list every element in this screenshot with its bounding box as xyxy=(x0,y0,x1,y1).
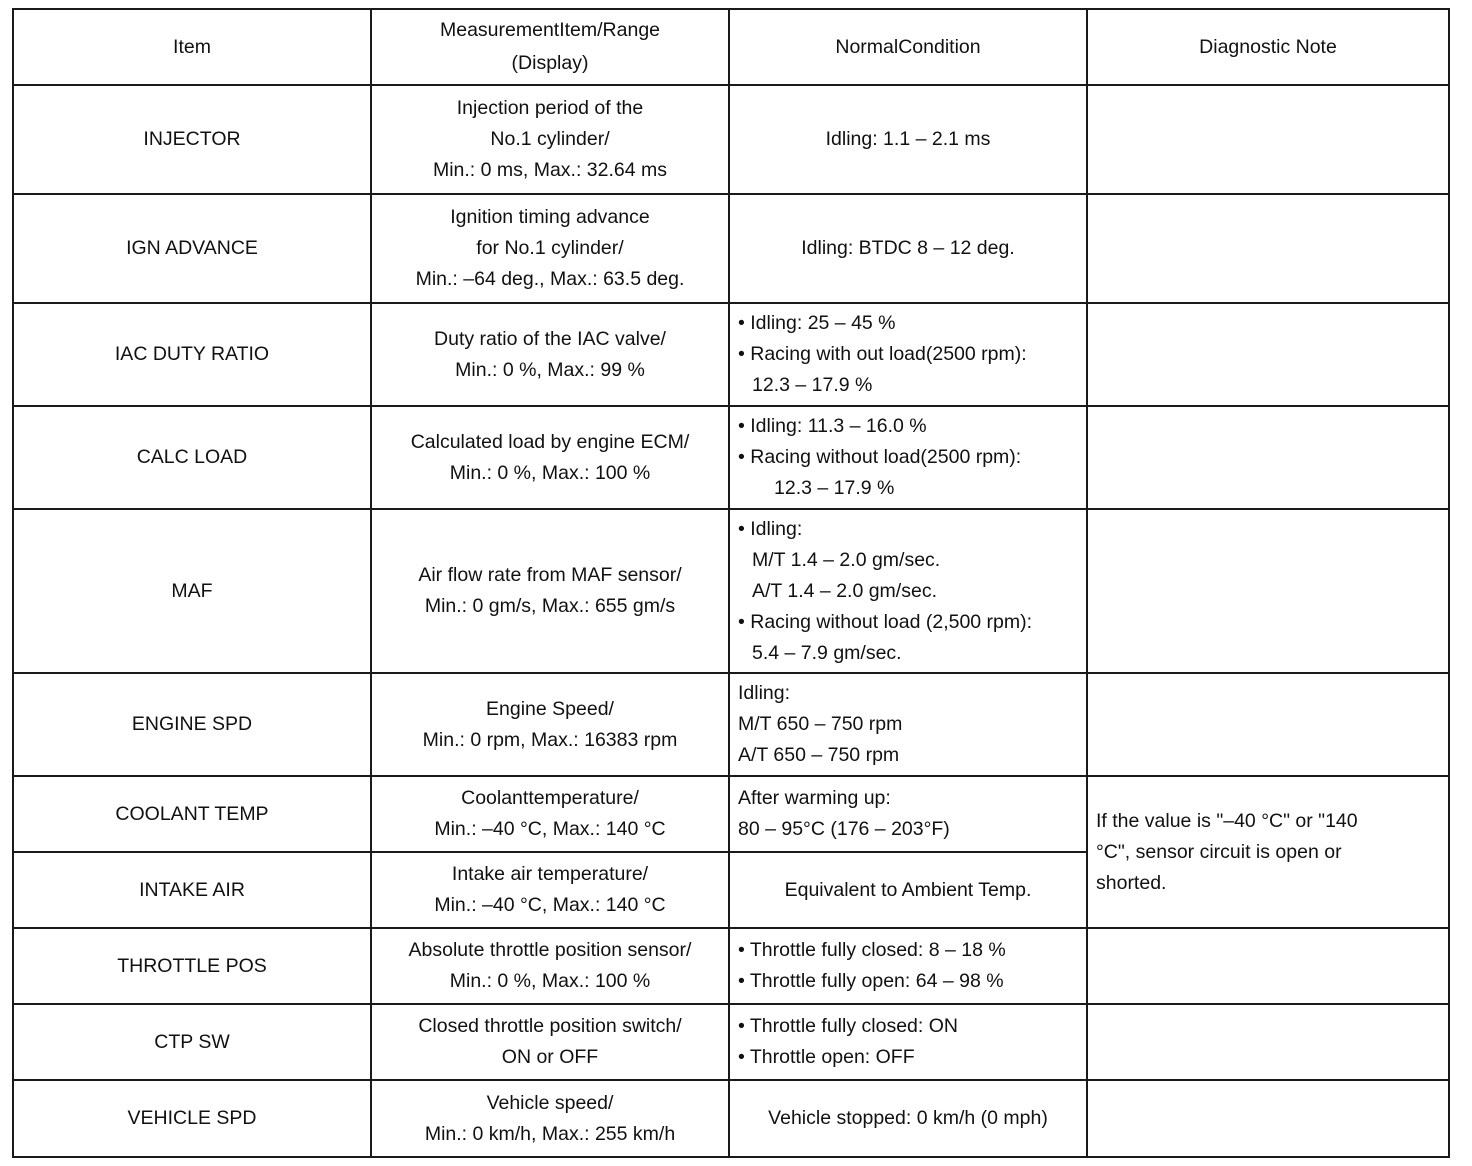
normal-cell: Idling: 1.1 – 2.1 ms xyxy=(729,85,1087,194)
item-cell: ENGINE SPD xyxy=(13,673,371,776)
note-cell xyxy=(1087,303,1449,406)
item-cell: IAC DUTY RATIO xyxy=(13,303,371,406)
measurement-cell: Closed throttle position switch/ ON or OFF xyxy=(371,1004,729,1080)
normal-cell: Idling: M/T 650 – 750 rpm A/T 650 – 750 rpm xyxy=(729,673,1087,776)
data-list-table xyxy=(12,8,1450,1158)
measurement-cell: Calculated load by engine ECM/ Min.: 0 %, Max.: 100 % xyxy=(371,406,729,509)
measurement-cell: Injection period of the No.1 cylinder/ Min.: 0 ms, Max.: 32.64 ms xyxy=(371,85,729,194)
note-cell xyxy=(1087,406,1449,509)
note-cell xyxy=(1087,673,1449,776)
table-row xyxy=(13,1080,1449,1157)
item-cell: VEHICLE SPD xyxy=(13,1080,371,1157)
measurement-cell: Air flow rate from MAF sensor/ Min.: 0 gm/s, Max.: 655 gm/s xyxy=(371,509,729,673)
note-cell xyxy=(1087,928,1449,1004)
note-cell xyxy=(1087,1080,1449,1157)
table-row xyxy=(13,1004,1449,1080)
item-cell: CTP SW xyxy=(13,1004,371,1080)
table-row xyxy=(13,406,1449,509)
header-measurement: MeasurementItem/Range (Display) xyxy=(371,9,729,85)
normal-cell: • Idling: M/T 1.4 – 2.0 gm/sec. A/T 1.4 – 2.0 gm/sec. • Racing without load (2,500 rpm): 5.4 – 7.9 gm/sec. xyxy=(729,509,1087,673)
normal-cell: • Throttle fully closed: 8 – 18 % • Throttle fully open: 64 – 98 % xyxy=(729,928,1087,1004)
item-cell: MAF xyxy=(13,509,371,673)
normal-cell: Idling: BTDC 8 – 12 deg. xyxy=(729,194,1087,303)
table-row xyxy=(13,673,1449,776)
item-cell: COOLANT TEMP xyxy=(13,776,371,852)
note-cell xyxy=(1087,1004,1449,1080)
header-row xyxy=(13,9,1449,85)
table-row xyxy=(13,85,1449,194)
normal-cell: Vehicle stopped: 0 km/h (0 mph) xyxy=(729,1080,1087,1157)
normal-cell: Equivalent to Ambient Temp. xyxy=(729,852,1087,928)
note-cell xyxy=(1087,85,1449,194)
measurement-cell: Absolute throttle position sensor/ Min.: 0 %, Max.: 100 % xyxy=(371,928,729,1004)
header-normal: NormalCondition xyxy=(729,9,1087,85)
normal-cell: After warming up: 80 – 95°C (176 – 203°F) xyxy=(729,776,1087,852)
item-cell: INJECTOR xyxy=(13,85,371,194)
table-row xyxy=(13,303,1449,406)
table-row xyxy=(13,928,1449,1004)
header-item: Item xyxy=(13,9,371,85)
note-cell-temperature: If the value is "–40 °C" or "140 °C", sensor circuit is open or shorted. xyxy=(1087,776,1449,928)
measurement-cell: Engine Speed/ Min.: 0 rpm, Max.: 16383 rpm xyxy=(371,673,729,776)
item-cell: CALC LOAD xyxy=(13,406,371,509)
measurement-cell: Vehicle speed/ Min.: 0 km/h, Max.: 255 km/h xyxy=(371,1080,729,1157)
normal-cell: • Idling: 25 – 45 % • Racing with out load(2500 rpm): 12.3 – 17.9 % xyxy=(729,303,1087,406)
note-cell xyxy=(1087,509,1449,673)
normal-cell: • Throttle fully closed: ON • Throttle open: OFF xyxy=(729,1004,1087,1080)
header-note: Diagnostic Note xyxy=(1087,9,1449,85)
measurement-cell: Intake air temperature/ Min.: –40 °C, Max.: 140 °C xyxy=(371,852,729,928)
normal-cell: • Idling: 11.3 – 16.0 % • Racing without load(2500 rpm): 12.3 – 17.9 % xyxy=(729,406,1087,509)
item-cell: IGN ADVANCE xyxy=(13,194,371,303)
measurement-cell: Duty ratio of the IAC valve/ Min.: 0 %, Max.: 99 % xyxy=(371,303,729,406)
table-row xyxy=(13,776,1449,852)
item-cell: INTAKE AIR xyxy=(13,852,371,928)
table-row xyxy=(13,194,1449,303)
measurement-cell: Ignition timing advance for No.1 cylinder/ Min.: –64 deg., Max.: 63.5 deg. xyxy=(371,194,729,303)
note-cell xyxy=(1087,194,1449,303)
measurement-cell: Coolanttemperature/ Min.: –40 °C, Max.: 140 °C xyxy=(371,776,729,852)
table-row xyxy=(13,509,1449,673)
item-cell: THROTTLE POS xyxy=(13,928,371,1004)
